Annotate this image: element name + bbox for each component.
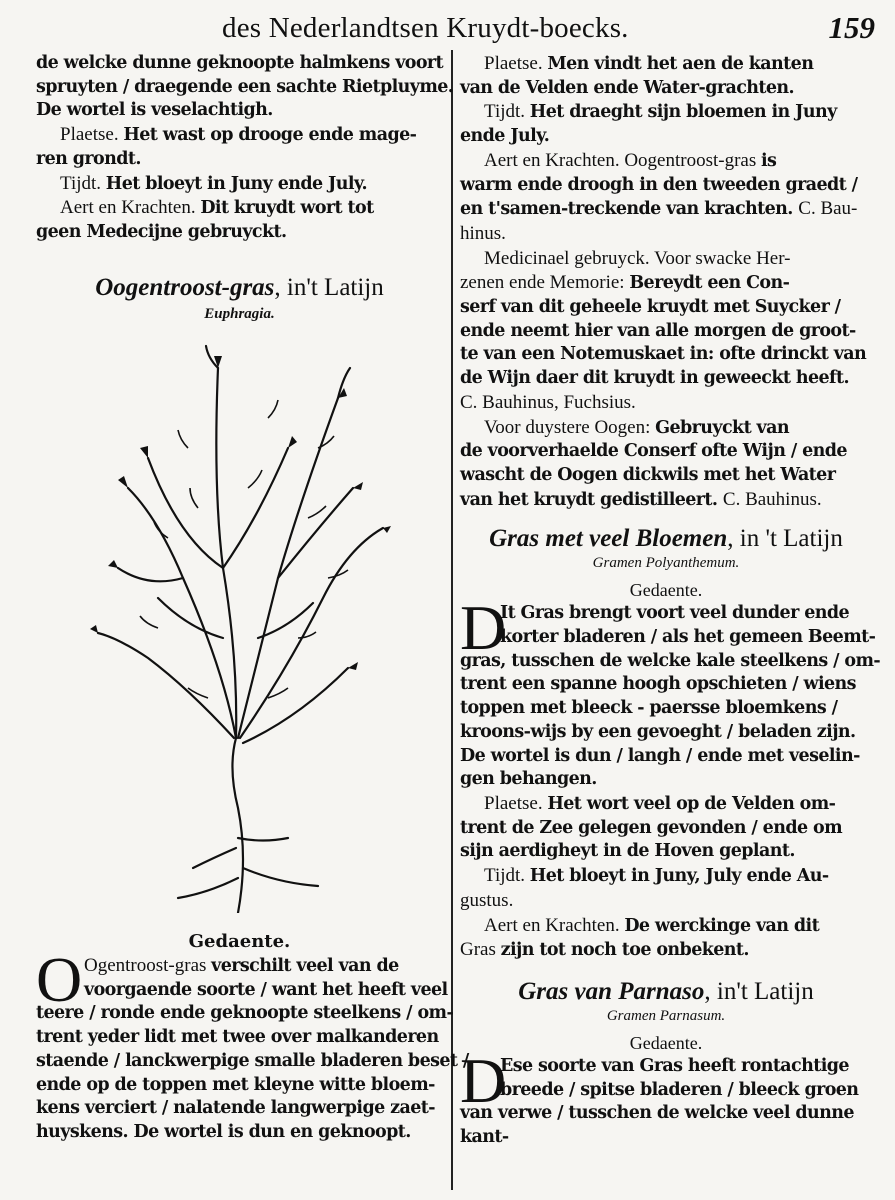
latin-euphragia: Euphragia. [204,305,275,322]
right-paragraph-2-lines [460,1044,872,1150]
blackletter-text: Het bloeyt in Juny, July ende Au- [529,866,829,887]
roman-text: Aert en Krachten. [484,914,625,936]
text-line [36,1074,443,1098]
roman-text: C. Bau- [798,198,858,220]
text-line [460,343,872,367]
text-line [460,320,872,344]
heading-gras-van-parnaso-italic: Gras van Parnaso [518,977,705,1005]
blackletter-text: sijn aerdigheyt in de Hoven geplant. [460,841,795,862]
text-line [460,864,872,889]
text-line [460,367,872,391]
blackletter-text: de voorverhaelde Conserf ofte Wijn / ende [460,441,847,462]
text-line [460,197,872,222]
text-line [36,148,443,172]
text-line [460,721,872,745]
blackletter-text: geen Medecijne gebruyckt. [36,221,287,242]
text-line [460,296,872,320]
right-paragraph-1-lines [460,592,881,963]
roman-text: Aert en Krachten. [60,197,201,219]
blackletter-text: warm ende droogh in den tweeden graedt / [460,174,858,195]
heading-oogentroost-rest: , in't Latijn [274,273,384,301]
blackletter-text: de Wijn daer dit kruydt in geweeckt heeft. [460,368,849,389]
right-top-text [460,52,872,512]
blackletter-text: trent een spanne hoogh opschieten / wiens [460,674,856,695]
dropcap-o: O [36,944,83,1015]
blackletter-text: trent yeder lidt met twee over malkanderen [36,1027,439,1048]
oogentroost-gras-illustration [88,338,393,913]
blackletter-text: serf van dit geheele kruydt met Suycker / [460,297,841,318]
text-line [36,1097,443,1121]
blackletter-text: Ese soorte van Gras heeft rontachtige [500,1055,849,1076]
blackletter-text: is [760,150,777,171]
text-line [36,221,443,245]
blackletter-text: wascht de Oogen dickwils met het Water [460,464,836,485]
blackletter-text: de welcke dunne geknoopte halmkens voort [36,53,444,73]
text-line [460,697,872,721]
blackletter-text: zijn tot noch toe onbekent. [500,940,749,961]
heading-gras-veel-bloemen [460,524,872,554]
blackletter-text: breede / spitse bladeren / bleeck groen [500,1079,859,1100]
blackletter-text: kroons-wijs by een gevoeght / beladen zijn. [460,721,856,742]
heading-gras-veel-bloemen-italic: Gras met veel Bloemen [489,525,728,553]
text-line [460,464,872,488]
roman-text: C. Bauhinus, Fuchsius. [460,391,636,413]
text-line [460,1079,872,1103]
blackletter-text: De wortel is veselachtigh. [36,100,273,121]
blackletter-text: voorgaende soorte / want het heeft veel [84,979,448,1000]
gedaente-heading-left: Gedaente. [188,931,291,952]
blackletter-text: Men vindt het aen de kanten [547,54,814,74]
blackletter-text: ren grondt. [36,148,141,169]
heading-oogentroost-italic: Oogentroost-gras [95,273,275,301]
left-paragraph-lines [36,944,469,1145]
dropcap-d-2: D [460,1044,507,1116]
gedaente-heading-right-2: Gedaente. [629,1032,703,1053]
roman-text: zenen ende Memorie: [460,272,630,294]
blackletter-text: verschilt veel van de [211,956,399,976]
roman-text: Aert en Krachten. Oogentroost-gras [484,149,761,171]
blackletter-text: Het wort veel op de Velden om- [547,793,836,814]
text-line [460,416,872,441]
blackletter-text: toppen met bleeck - paersse bloemkens / [460,698,838,719]
text-line [36,172,443,197]
text-line [460,1102,872,1126]
text-line [460,391,872,416]
text-line [36,1050,469,1074]
left-column [36,52,454,323]
heading-gras-van-parnaso-rest: , in't Latijn [704,977,814,1005]
text-line [460,271,872,296]
right-paragraph-1 [460,592,881,963]
latin-polyanthemum: Gramen Polyanthemum. [592,555,740,572]
text-line [36,99,443,123]
text-line [460,100,872,125]
blackletter-text: It Gras brengt voort veel dunder ende [500,603,850,624]
blackletter-text: Het bloeyt in Juny ende July. [105,173,367,194]
right-paragraph-2 [460,1044,872,1150]
latin-parnasum: Gramen Parnasum. [606,1007,726,1024]
text-line [36,196,443,221]
text-line [36,52,443,76]
text-line [460,125,872,149]
text-line [36,1121,443,1145]
dropcap-d-1: D [460,592,507,664]
blackletter-text: gras, tusschen de welcke kale steelkens / om- [460,650,881,671]
page-number: 159 [828,10,875,45]
roman-text: Voor duystere Oogen: [484,416,656,438]
text-line [36,1026,443,1050]
roman-text: Medicinael gebruyck. Voor swacke Her- [484,247,791,269]
roman-text: Plaetse. [60,124,124,146]
text-line [460,1126,872,1150]
roman-text: Tijdt. [60,172,106,194]
blackletter-text: spruyten / draegende een sachte Rietpluyme. [36,76,454,97]
text-line [460,222,872,247]
text-line [460,889,872,914]
blackletter-text: trent de Zee gelegen gevonden / ende om [460,817,842,838]
text-line [36,1002,454,1026]
blackletter-text: De werckinge van dit [624,915,820,936]
blackletter-text: gen behangen. [460,769,597,790]
roman-text: Gras [460,939,501,961]
text-line [460,174,872,198]
text-line [460,938,872,963]
text-line [460,914,872,939]
text-line [460,792,872,817]
right-column [460,52,881,1150]
left-description [36,930,469,1145]
blackletter-text: van het kruydt gedistilleert. [460,489,723,510]
blackletter-text: kant- [460,1127,509,1148]
text-line [460,149,872,174]
blackletter-text: Bereydt een Con- [629,273,790,294]
blackletter-text: ende neemt hier van alle morgen de groot- [460,320,856,341]
text-line [460,626,876,650]
blackletter-text: De wortel is dun / langh / ende met veselin- [460,745,860,766]
heading-gras-van-parnaso [460,977,872,1007]
text-line [460,840,872,864]
text-line [36,954,443,979]
blackletter-text: kens verciert / nalatende langwerpige zaet- [36,1098,435,1119]
blackletter-text: Het wast op drooge ende mage- [123,125,417,146]
blackletter-text: korter bladeren / als het gemeen Beemt- [500,627,876,648]
heading-oogentroost [36,273,443,303]
blackletter-text: van de Velden ende Water-grachten. [460,77,795,98]
roman-text: Tijdt. [484,101,530,123]
blackletter-text: en t'samen-treckende van krachten. [460,199,799,220]
text-line [460,602,872,626]
blackletter-text: huyskens. De wortel is dun en geknoopt. [36,1121,411,1142]
text-line [460,673,872,697]
roman-text: Ogentroost-gras [84,955,212,976]
blackletter-text: Gebruyckt van [655,417,789,438]
text-line [460,440,872,464]
text-line [36,123,443,148]
blackletter-text: Het draeght sijn bloemen in Juny [529,102,837,123]
roman-text: Plaetse. [484,792,548,814]
left-paragraph [36,944,469,1145]
blackletter-text: te van een Notemuskaet in: ofte drinckt van [460,344,867,365]
left-top-text [36,52,454,245]
blackletter-text: ende op de toppen met kleyne witte bloem- [36,1074,435,1095]
blackletter-text: van verwe / tusschen de welcke veel dunne [460,1103,854,1124]
text-line [460,768,872,792]
gedaente-heading-right-1: Gedaente. [629,580,703,601]
roman-text: C. Bauhinus. [722,488,822,510]
heading-gras-veel-bloemen-rest: , in 't Latijn [727,525,843,553]
text-line [460,247,872,272]
blackletter-text: teere / ronde ende geknoopte steelkens / om- [36,1003,454,1024]
text-line [460,745,872,769]
text-line [36,76,454,100]
text-line [460,52,872,77]
blackletter-text: staende / lanckwerpige smalle bladeren beset / [36,1050,469,1071]
text-line [460,650,881,674]
roman-text: hinus. [460,222,506,244]
running-head [0,4,895,48]
running-title: des Nederlandtsen Kruydt-boecks. [222,12,629,44]
roman-text: Tijdt. [484,865,530,887]
text-line [460,488,872,513]
roman-text: gustus. [460,889,514,911]
text-line [460,1055,872,1079]
text-line [460,77,872,101]
roman-text: Plaetse. [484,53,548,74]
text-line [460,817,872,841]
blackletter-text: ende July. [460,126,550,147]
blackletter-text: Dit kruydt wort tot [200,198,374,219]
text-line [36,979,448,1003]
